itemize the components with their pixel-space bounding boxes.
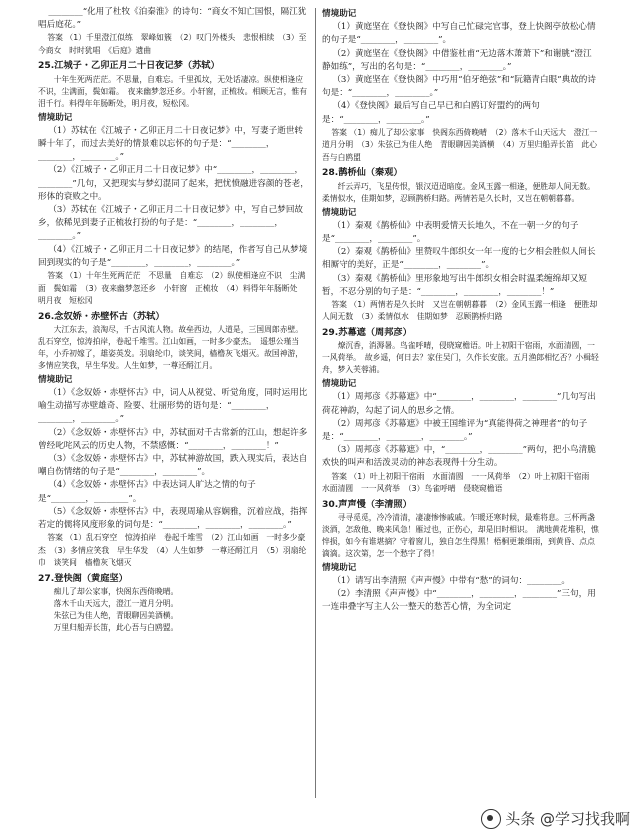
- question-26-1: （1）《念奴娇・赤壁怀古》中，词人从视觉、听觉角度，同时运用比喻生动描写赤壁雄奇、险要、壮丽形势的语句是：“________，________，________。”: [38, 387, 308, 425]
- answer-25: 答案 （1）十年生死两茫茫 不思量 自难忘 （2）纵使相逢应不识 尘满面 鬓如霜 （3）夜来幽梦忽还乡 小轩窗 正梳妆 （4）料得年年肠断处 明月夜 短松冈: [38, 271, 306, 306]
- section-label-29: 情境助记: [322, 379, 357, 390]
- poem-text-25: 十年生死两茫茫。不思量，自难忘。千里孤坟，无处话凄凉。纵使相逢应不识，尘满面，鬓如霜。 夜来幽梦忽还乡。小轩窗，正梳妆。相顾无言，惟有泪千行。料得年年肠断处，明月夜，短松冈。: [38, 74, 307, 108]
- answer-27: 答案 （1）痴儿了却公家事 快阁东西倚晚晴 （2）落木千山天远大 澄江一道月分明 （3）朱弦已为佳人绝 青眼聊因美酒横 （4）万里归船弄长笛 此心吾与白鸥盟: [322, 127, 598, 162]
- question-29-2: （2）周邦彦《苏幕遮》中被王国维评为“真能得荷之神理者”的句子是：“________，________，________。”: [322, 418, 588, 442]
- question-30-1: （1）请写出李清照《声声慢》中带有“愁”的词句：________。: [332, 575, 571, 586]
- poem-title-28: 28.鹊桥仙（秦观）: [322, 167, 403, 179]
- poem-line-27-1: 痴儿了却公家事，快阁东西倚晚晴。: [53, 586, 179, 596]
- poem-title-26: 26.念奴娇・赤壁怀古（苏轼）: [38, 310, 165, 322]
- carryover-question: ________“化用了杜牧《泊秦淮》的诗句：“商女不知亡国恨，隔江犹唱后庭花。”: [38, 7, 307, 31]
- poem-line-27-3: 朱弦已为佳人绝，青眼聊因美酒横。: [53, 610, 179, 620]
- question-28-1: （1）秦观《鹊桥仙》中表明爱情天长地久，不在一朝一夕的句子是“________，________”。: [322, 220, 579, 244]
- section-label-30: 情境助记: [322, 562, 357, 573]
- section-label-27: 情境助记: [322, 9, 357, 19]
- toutiao-logo-icon: [481, 809, 501, 829]
- question-29-3: （3）周邦彦《苏幕遮》中，“________，________”两句，把小鸟清脆欢快的叫声和活泼灵动的神态表现得十分生动。: [322, 445, 596, 469]
- section-label-26: 情境助记: [38, 374, 73, 385]
- section-label-28: 情境助记: [322, 207, 357, 218]
- answer-28: 答案 （1）两情若是久长时 又岂在朝朝暮暮 （2）金风玉露一相逢 便胜却人间无数 （3）柔情似水 佳期如梦 忍顾鹊桥归路: [322, 299, 598, 322]
- poem-line-27-4: 万里归船弄长笛，此心吾与白鸥盟。: [53, 622, 179, 632]
- poem-text-28: 纤云弄巧，飞星传恨，银汉迢迢暗度。金风玉露一相逢，便胜却人间无数。 柔情似水，佳期如梦，忍顾鹊桥归路。两情若是久长时，又岂在朝朝暮暮。: [322, 181, 599, 203]
- question-29-1: （1）周邦彦《苏幕遮》中“________，________，________”几句写出荷花神韵，勾起了词人的思乡之情。: [322, 392, 596, 416]
- poem-text-26: 大江东去，浪淘尽，千古风流人物。故垒西边，人道是，三国周郎赤壁。乱石穿空，惊涛拍岸，卷起千堆雪。江山如画，一时多少豪杰。 遥想公瑾当年，小乔初嫁了，雄姿英发。羽扇纶巾，谈笑间，樯橹灰飞烟灭。故国神游，多情应笑我，早生华发。人生如梦，一尊还酹江月。: [38, 324, 304, 370]
- question-27-1: （1）黄庭坚在《登快阁》中写自己忙碌完官事，登上快阁亭放松心情的句子是“________，________”。: [322, 22, 596, 46]
- poem-text-29: 燎沉香，消溽暑。鸟雀呼晴，侵晓窥檐语。叶上初阳干宿雨，水面清圆，一一风荷举。 故乡遥，何日去？家住吴门，久作长安旅。五月渔郎相忆否？小楫轻舟，梦入芙蓉浦。: [322, 341, 599, 375]
- poem-title-29: 29.苏幕遮（周邦彦）: [322, 326, 412, 338]
- answer-26: 答案 （1）乱石穿空 惊涛拍岸 卷起千堆雪 （2）江山如画 一时多少豪杰 （3）多情应笑我 早生华发 （4）人生如梦 一尊还酹江月 （5）羽扇纶巾 谈笑间 樯橹灰飞烟灭: [38, 533, 307, 568]
- left-column: [38, 6, 310, 634]
- answer-29: 答案 （1）叶上初阳干宿雨 水面清圆 一一风荷举 （2）叶上初阳干宿雨 水面清圆 一一风荷举 （3）鸟雀呼晴 侵晓窥檐语: [322, 471, 598, 494]
- poem-line-27-2: 落木千山天远大，澄江一道月分明。: [53, 598, 179, 608]
- section-label-25: 情境助记: [38, 112, 73, 123]
- question-25-3: （3）苏轼在《江城子・乙卯正月二十日夜记梦》中，写自己梦回故乡，依稀见到妻子正梳妆打扮的句子是：“________，________，________。”: [38, 205, 304, 242]
- answer-24: 答案 （1）千里澄江似练 翠峰如簇 （2）叹门外楼头 悲恨相续 （3）至今商女 时时犹唱 《后庭》遗曲: [38, 33, 307, 55]
- poem-title-30: 30.声声慢（李清照）: [322, 498, 412, 510]
- question-25-4: （4）《江城子・乙卯正月二十日夜记梦》的结尾，作者写自己从梦境回到现实的句子是“________，________，________。”: [38, 244, 308, 268]
- question-26-5: （5）《念奴娇・赤壁怀古》中，表现周瑜从容娴雅，沉着应战，指挥若定的儒将风度形象的词句是：“________，________，________。”: [38, 506, 308, 530]
- question-25-1: （1）苏轼在《江城子・乙卯正月二十日夜记梦》中，写妻子逝世转瞬十年了，而过去美好的情景难以忘怀的句子是：“________，________，________。”: [38, 125, 304, 163]
- poem-text-30: 寻寻觅觅，冷冷清清，凄凄惨惨戚戚。乍暖还寒时候，最难将息。三杯两盏淡酒，怎敌他、晚来风急！雁过也，正伤心，却是旧时相识。 满地黄花堆积，憔悴损，如今有谁堪摘？守着窗儿，独自怎生得黑！梧桐更兼细雨，到黄昏、点点滴滴。这次第，怎一个愁字了得！: [322, 512, 599, 558]
- poem-title-25: 25.江城子・乙卯正月二十日夜记梦（苏轼）: [38, 60, 220, 72]
- question-26-4: （4）《念奴娇・赤壁怀古》中表达词人旷达之情的句子是“________，________”。: [38, 480, 256, 504]
- column-divider: [315, 8, 316, 798]
- poem-title-27: 27.登快阁（黄庭坚）: [38, 572, 128, 584]
- right-column: [322, 6, 600, 615]
- watermark-text: 头条 @学习找我啊: [505, 810, 630, 828]
- question-26-3: （3）《念奴娇・赤壁怀古》中，苏轼神游故国，跌入现实后，表达自嘲自伤情绪的句子是“________，________”。: [38, 453, 308, 478]
- question-30-2: （2）李清照《声声慢》中“________，________，________”三句，用一连串叠字写主人公一整天的愁苦心情，为全词定: [322, 589, 596, 613]
- watermark: [481, 808, 630, 829]
- question-27-3: （3）黄庭坚在《登快阁》中巧用“伯牙绝弦”和“阮籍青白眼”典故的诗句是：“________，________。”: [322, 75, 596, 99]
- question-28-2: （2）秦观《鹊桥仙》里赞叹牛郎织女一年一度的七夕相会胜似人间长相厮守的美好，正是“________，________”。: [322, 247, 596, 271]
- question-27-2: （2）黄庭坚在《登快阁》中借鉴杜甫“无边落木萧萧下”和谢朓“澄江静如练”，写出的名句是：“________，________。”: [322, 48, 592, 72]
- question-25-2: （2）《江城子・乙卯正月二十日夜记梦》中“________，________，________”几句，又把现实与梦幻混同了起来，把忧愤融进容颜的苍老，形体的衰败之中。: [38, 165, 309, 202]
- question-27-4: （4）《登快阁》最后写自己早已和白鸥订好盟约的两句是：“________，________。”: [322, 101, 540, 125]
- question-28-3: （3）秦观《鹊桥仙》里形象地写出牛郎织女相会时温柔缠绵却又短暂，不忍分别的句子是：“________，________，________！”: [322, 273, 588, 297]
- question-26-2: （2）《念奴娇・赤壁怀古》中，苏轼面对千古常新的江山，想起许多曾经叱咤风云的历史人物，不禁感慨：“________，________！”: [38, 427, 308, 451]
